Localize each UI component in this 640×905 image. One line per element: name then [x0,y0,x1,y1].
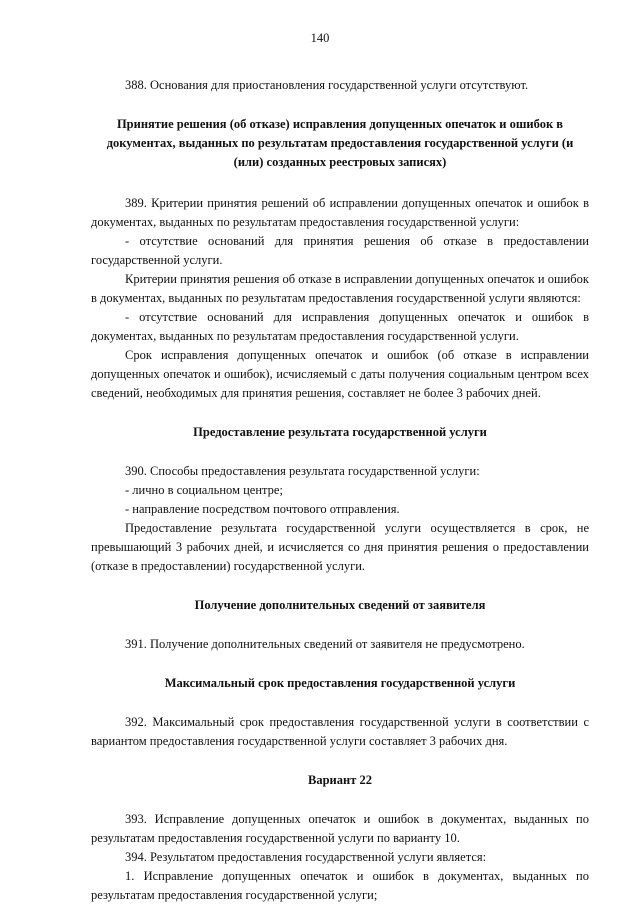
paragraph-392: 392. Максимальный срок предоставления государственной услуги в соответствии с вариантом предоставления государственной услуги составляет 3 рабочих дня. [91,715,589,748]
paragraph-390-term: Предоставление результата государственной услуги осуществляется в срок, не превышающий 3 рабочих дней, и исчисляется со дня принятия решения о предоставлении (отказе в предоставлении) государственной услуги. [91,521,589,573]
paragraph-389: 389. Критерии принятия решений об исправлении допущенных опечаток и ошибок в документах, выданных по результатам предоставления государственной услуги: [91,196,589,229]
paragraph-389-refusal-criteria: Критерии принятия решения об отказе в исправлении допущенных опечаток и ошибок в документах, выданных по результатам предоставления государственной услуги являются: [91,272,589,305]
paragraph-388: 388. Основания для приостановления государственной услуги отсутствуют. [125,78,529,92]
paragraph-390-method-2: - направление посредством почтового отправления. [125,502,400,516]
paragraph-394-item-1: 1. Исправление допущенных опечаток и ошибок в документах, выданных по результатам предоставления государственной услуги; [91,869,589,902]
section-heading-additional-info: Получение дополнительных сведений от заявителя [194,598,486,612]
paragraph-394: 394. Результатом предоставления государственной услуги является: [125,850,487,864]
section-heading-result-delivery: Предоставление результата государственной услуги [193,425,487,439]
paragraph-393: 393. Исправление допущенных опечаток и ошибок в документах, выданных по результатам предоставления государственной услуги по варианту 10. [91,812,589,845]
paragraph-389-criterion-1: - отсутствие оснований для принятия решения об отказе в предоставлении государственной услуги. [91,234,589,267]
section-heading-correction-decision: Принятие решения (об отказе) исправления допущенных опечаток и ошибок в документах, выданных по результатам предоставления государственной услуги (и (или) созданных реестровых записях) [106,117,574,169]
paragraph-389-criterion-2: - отсутствие оснований для исправления допущенных опечаток и ошибок в документах, выданных по результатам предоставления государственной услуги. [91,310,589,343]
paragraph-390-method-1: - лично в социальном центре; [125,483,283,497]
document-body [91,76,589,905]
paragraph-389-deadline: Срок исправления допущенных опечаток и ошибок (об отказе в исправлении допущенных опечаток и ошибок), исчисляемый с даты получения социальным центром всех сведений, необходимых для принятия решения, составляет не более 3 рабочих дней. [91,348,589,400]
section-heading-max-term: Максимальный срок предоставления государственной услуги [164,676,516,690]
section-heading-variant-22: Вариант 22 [308,773,372,787]
paragraph-390: 390. Способы предоставления результата государственной услуги: [125,464,480,478]
paragraph-391: 391. Получение дополнительных сведений от заявителя не предусмотрено. [125,637,525,651]
page-number: 140 [310,31,330,45]
